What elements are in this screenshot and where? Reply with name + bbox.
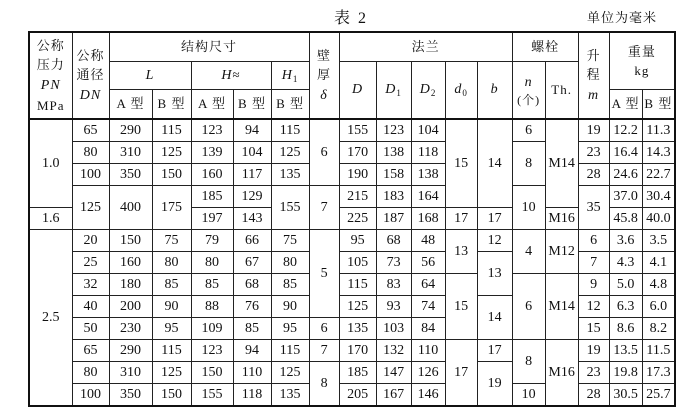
col-header-H1 [271, 62, 309, 90]
label-H1: H [281, 67, 293, 83]
cell: 138 [376, 142, 411, 164]
col-header-type-b: B 型 [271, 90, 309, 120]
cell: 30.5 [609, 384, 642, 407]
col-header-lift [578, 32, 609, 119]
cell: 48 [411, 230, 445, 252]
cell: 79 [191, 230, 233, 252]
cell: 118 [233, 384, 271, 407]
label-H1-sub: 1 [292, 73, 299, 84]
cell: 310 [109, 362, 152, 384]
cell: 5.0 [609, 274, 642, 296]
cell: 8.2 [642, 318, 675, 340]
cell: 17 [445, 340, 477, 407]
cell: 74 [411, 296, 445, 318]
table-row [29, 252, 675, 274]
cell: 139 [191, 142, 233, 164]
cell: 350 [109, 164, 152, 186]
cell: 115 [339, 274, 376, 296]
cell: 15 [445, 119, 477, 208]
cell: 123 [191, 119, 233, 142]
label-D2: D [419, 82, 431, 98]
cell: 2.5 [29, 230, 72, 407]
cell: 8.6 [609, 318, 642, 340]
cell: 225 [339, 208, 376, 230]
table-row [29, 318, 675, 340]
col-header-wall-thickness [309, 32, 339, 119]
cell: 17 [477, 340, 512, 362]
cell: 15 [578, 318, 609, 340]
cell: 11.5 [642, 340, 675, 362]
cell: 155 [271, 186, 309, 230]
cell: M16 [545, 340, 578, 407]
label-n: n [524, 75, 533, 91]
col-header-type-a: A 型 [191, 90, 233, 120]
group-header-structure: 结构尺寸 [109, 32, 309, 62]
table-row [29, 230, 675, 252]
label-D1: D [385, 82, 397, 98]
cell: 150 [152, 384, 191, 407]
cell: 4 [512, 230, 545, 274]
label-wall-cn2: 厚 [317, 67, 332, 82]
cell: 95 [152, 318, 191, 340]
cell: 110 [411, 340, 445, 362]
cell: 200 [109, 296, 152, 318]
col-header-type-a: A 型 [609, 90, 642, 120]
cell: 40 [72, 296, 109, 318]
cell: 115 [152, 119, 191, 142]
label-D1-sub: 1 [396, 88, 402, 99]
cell: 350 [109, 384, 152, 407]
label-L: L [145, 67, 155, 83]
cell: 4.3 [609, 252, 642, 274]
cell: 4.8 [642, 274, 675, 296]
cell: 13 [445, 230, 477, 274]
cell: 8 [309, 362, 339, 407]
cell: 40.0 [642, 208, 675, 230]
cell: 3.5 [642, 230, 675, 252]
cell: 110 [233, 362, 271, 384]
cell: 400 [109, 186, 152, 230]
cell: 150 [152, 164, 191, 186]
cell: 125 [271, 142, 309, 164]
cell: 17 [445, 208, 477, 230]
label-approx: ≈ [232, 66, 241, 82]
group-header-flange: 法兰 [339, 32, 512, 62]
cell: 85 [233, 318, 271, 340]
cell: 205 [339, 384, 376, 407]
col-header-type-b: B 型 [642, 90, 675, 120]
cell: 17 [477, 208, 512, 230]
cell: 93 [376, 296, 411, 318]
cell: 125 [152, 142, 191, 164]
cell: 1.0 [29, 119, 72, 208]
col-header-type-b: B 型 [152, 90, 191, 120]
col-header-D2 [411, 62, 445, 120]
cell: 25.7 [642, 384, 675, 407]
cell: 180 [109, 274, 152, 296]
cell: 215 [339, 186, 376, 208]
cell: 6 [512, 274, 545, 340]
cell: M16 [545, 208, 578, 230]
cell: 168 [411, 208, 445, 230]
label-dn-cn2: 通径 [76, 67, 105, 82]
cell: 11.3 [642, 119, 675, 142]
cell: 125 [152, 362, 191, 384]
cell: 80 [271, 252, 309, 274]
label-pn-unit: MPa [36, 97, 65, 113]
cell: 85 [191, 274, 233, 296]
cell: 190 [339, 164, 376, 186]
cell: 230 [109, 318, 152, 340]
label-weight-cn: 重量 [627, 43, 656, 59]
cell: 170 [339, 340, 376, 362]
cell: 10 [512, 384, 545, 407]
cell: 28 [578, 164, 609, 186]
cell: 125 [72, 186, 109, 230]
cell: 19.8 [609, 362, 642, 384]
table-row [29, 119, 675, 142]
cell: 66 [233, 230, 271, 252]
cell: 100 [72, 384, 109, 407]
header-row-groups [29, 32, 675, 62]
col-header-type-a: A 型 [109, 90, 152, 120]
cell: 147 [376, 362, 411, 384]
cell: 83 [376, 274, 411, 296]
cell: 187 [376, 208, 411, 230]
cell: 23 [578, 142, 609, 164]
label-b: b [490, 82, 499, 98]
cell: 80 [72, 142, 109, 164]
cell: 290 [109, 119, 152, 142]
cell: 28 [578, 384, 609, 407]
cell: 10 [512, 186, 545, 230]
cell: 12 [578, 296, 609, 318]
cell: 30.4 [642, 186, 675, 208]
cell: 138 [411, 164, 445, 186]
label-pn-var: PN [40, 77, 61, 93]
cell: 85 [271, 274, 309, 296]
cell: 150 [191, 362, 233, 384]
group-header-bolt: 螺栓 [512, 32, 578, 62]
cell: 5 [309, 230, 339, 318]
cell: 12.2 [609, 119, 642, 142]
cell: 67 [233, 252, 271, 274]
cell: 150 [109, 230, 152, 252]
cell: M14 [545, 119, 578, 208]
col-header-H [191, 62, 271, 90]
cell: 118 [411, 142, 445, 164]
cell: 155 [339, 119, 376, 142]
label-D: D [352, 82, 364, 98]
cell: 50 [72, 318, 109, 340]
cell: 104 [411, 119, 445, 142]
table-title: 表 2 [333, 10, 368, 27]
cell: 13.5 [609, 340, 642, 362]
cell: 17.3 [642, 362, 675, 384]
unit-note: 单位为毫米 [586, 10, 657, 25]
cell: 115 [271, 119, 309, 142]
cell: 35 [578, 186, 609, 230]
cell: 126 [411, 362, 445, 384]
cell: 115 [152, 340, 191, 362]
table-row [29, 164, 675, 186]
cell: 12 [477, 230, 512, 252]
table-row [29, 186, 675, 208]
label-lift-cn1: 升 [586, 47, 601, 63]
cell: 45.8 [609, 208, 642, 230]
cell: 160 [109, 252, 152, 274]
cell: 75 [152, 230, 191, 252]
cell: 20 [72, 230, 109, 252]
cell: 123 [376, 119, 411, 142]
cell: 68 [233, 274, 271, 296]
cell: 146 [411, 384, 445, 407]
label-d0-sub: 0 [462, 88, 468, 99]
cell: 73 [376, 252, 411, 274]
cell: 76 [233, 296, 271, 318]
cell: 158 [376, 164, 411, 186]
cell: 80 [191, 252, 233, 274]
cell: 175 [152, 186, 191, 230]
cell: 80 [152, 252, 191, 274]
cell: 13 [477, 252, 512, 296]
cell: 7 [309, 186, 339, 230]
cell: 90 [271, 296, 309, 318]
cell: 22.7 [642, 164, 675, 186]
table-row [29, 142, 675, 164]
cell: M14 [545, 274, 578, 340]
col-header-dn [72, 32, 109, 119]
label-wall-var: δ [320, 87, 328, 103]
cell: M12 [545, 230, 578, 274]
cell: 183 [376, 186, 411, 208]
cell: 164 [411, 186, 445, 208]
label-lift-cn2: 程 [586, 67, 601, 82]
label-dn-var: DN [79, 87, 102, 103]
label-wall-cn1: 壁 [317, 47, 332, 63]
cell: 19 [477, 362, 512, 407]
cell: 6.0 [642, 296, 675, 318]
cell: 135 [271, 384, 309, 407]
cell: 84 [411, 318, 445, 340]
cell: 6.3 [609, 296, 642, 318]
cell: 24.6 [609, 164, 642, 186]
cell: 65 [72, 119, 109, 142]
cell: 105 [339, 252, 376, 274]
cell: 197 [191, 208, 233, 230]
cell: 167 [376, 384, 411, 407]
cell: 6 [512, 119, 545, 142]
col-header-d0 [445, 62, 477, 120]
cell: 135 [271, 164, 309, 186]
cell: 90 [152, 296, 191, 318]
cell: 14 [477, 119, 512, 208]
col-header-D1 [376, 62, 411, 120]
cell: 16.4 [609, 142, 642, 164]
col-header-type-b: B 型 [233, 90, 271, 120]
cell: 290 [109, 340, 152, 362]
cell: 37.0 [609, 186, 642, 208]
label-lift-var: m [588, 87, 600, 103]
cell: 14 [477, 296, 512, 340]
label-d0: d [454, 82, 463, 98]
label-D2-sub: 2 [430, 88, 437, 99]
col-header-b [477, 62, 512, 120]
cell: 94 [233, 119, 271, 142]
cell: 14.3 [642, 142, 675, 164]
spec-table [28, 31, 676, 407]
table-row [29, 340, 675, 362]
cell: 123 [191, 340, 233, 362]
col-header-th: Th. [545, 62, 578, 120]
cell: 6 [578, 230, 609, 252]
cell: 117 [233, 164, 271, 186]
col-header-pn [29, 32, 72, 119]
cell: 19 [578, 119, 609, 142]
cell: 6 [309, 318, 339, 340]
label-weight-unit: kg [634, 63, 650, 78]
cell: 125 [271, 362, 309, 384]
cell: 8 [512, 142, 545, 186]
cell: 56 [411, 252, 445, 274]
cell: 135 [339, 318, 376, 340]
cell: 7 [578, 252, 609, 274]
col-header-D [339, 62, 376, 120]
cell: 1.6 [29, 208, 72, 230]
cell: 95 [271, 318, 309, 340]
cell: 64 [411, 274, 445, 296]
label-n-unit: (个) [517, 93, 541, 108]
table-row [29, 274, 675, 296]
cell: 170 [339, 142, 376, 164]
cell: 115 [271, 340, 309, 362]
cell: 4.1 [642, 252, 675, 274]
cell: 103 [376, 318, 411, 340]
cell: 65 [72, 340, 109, 362]
cell: 95 [339, 230, 376, 252]
cell: 88 [191, 296, 233, 318]
cell: 100 [72, 164, 109, 186]
cell: 23 [578, 362, 609, 384]
table-row [29, 384, 675, 407]
cell: 7 [309, 340, 339, 362]
label-pn-cn1: 公称 [36, 37, 65, 53]
cell: 8 [512, 340, 545, 384]
label-pn-cn2: 压力 [36, 57, 65, 73]
cell: 15 [445, 274, 477, 340]
cell: 109 [191, 318, 233, 340]
label-H: H [221, 67, 233, 83]
cell: 129 [233, 186, 271, 208]
cell: 3.6 [609, 230, 642, 252]
col-header-L [109, 62, 191, 90]
cell: 185 [339, 362, 376, 384]
cell: 155 [191, 384, 233, 407]
table-row [29, 362, 675, 384]
cell: 310 [109, 142, 152, 164]
cell: 9 [578, 274, 609, 296]
cell: 68 [376, 230, 411, 252]
cell: 85 [152, 274, 191, 296]
cell: 143 [233, 208, 271, 230]
cell: 25 [72, 252, 109, 274]
cell: 32 [72, 274, 109, 296]
group-header-weight [609, 32, 675, 90]
cell: 6 [309, 119, 339, 186]
cell: 132 [376, 340, 411, 362]
cell: 19 [578, 340, 609, 362]
cell: 160 [191, 164, 233, 186]
cell: 75 [271, 230, 309, 252]
cell: 80 [72, 362, 109, 384]
table-row [29, 296, 675, 318]
cell: 94 [233, 340, 271, 362]
cell: 104 [233, 142, 271, 164]
cell: 185 [191, 186, 233, 208]
cell: 125 [339, 296, 376, 318]
label-dn-cn1: 公称 [76, 47, 105, 63]
col-header-n [512, 62, 545, 120]
